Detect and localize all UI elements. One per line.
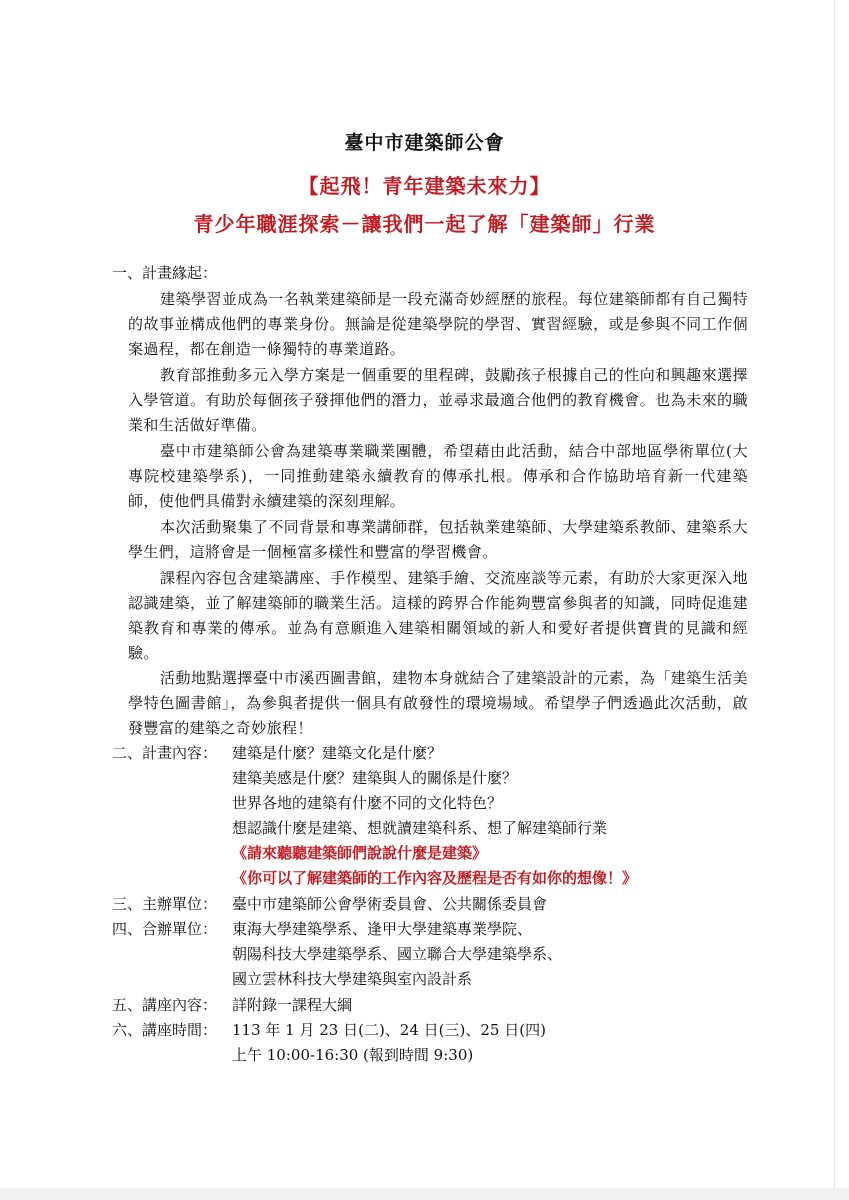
content-line-3: 世界各地的建築有什麼不同的文化特色？ xyxy=(232,794,503,812)
section-1-heading: 一、計畫緣起： xyxy=(112,264,218,282)
section-3-heading: 三、主辦單位： xyxy=(112,895,218,913)
section-5-heading: 五、講座內容： xyxy=(112,996,218,1014)
paragraph-5: 課程內容包含建築講座、手作模型、建築手繪、交流座談等元素，有助於大家更深入地認識建築，並了解建築師的職業生活。這樣的跨界合作能夠豐富參與者的知識，同時促進建築教育和專業的傳承。並為有意願進入建築相關領域的新人和愛好者提供寶貴的見識和經驗。 xyxy=(128,569,748,662)
section-4-heading: 四、合辦單位： xyxy=(112,920,218,938)
co-organizer-line-3: 國立雲林科技大學建築與室內設計系 xyxy=(232,970,473,988)
co-organizer-line-2: 朝陽科技大學建築學系、國立聯合大學建築學系、 xyxy=(232,945,563,963)
lecture-content-value: 詳附錄一課程大綱 xyxy=(232,996,353,1014)
event-title: 【起飛！青年建築未來力】 xyxy=(298,174,551,198)
section-6-heading: 六、講座時間： xyxy=(112,1021,218,1039)
content-line-1: 建築是什麼？建築文化是什麼？ xyxy=(232,744,443,762)
lecture-time-line: 上午 10:00-16:30 (報到時間 9:30) xyxy=(232,1046,474,1064)
paragraph-1: 建築學習並成為一名執業建築師是一段充滿奇妙經歷的旅程。每位建築師都有自己獨特的故事並構成他們的專業身份。無論是從建築學院的學習、實習經驗，或是參與不同工作個案過程，都在創造一條獨特的專業道路。 xyxy=(128,290,748,358)
content-line-2: 建築美感是什麼？建築與人的關係是什麼？ xyxy=(232,769,518,787)
co-organizer-line-1: 東海大學建築學系、逢甲大學建築專業學院、 xyxy=(232,920,533,938)
highlight-line-2: 《你可以了解建築師的工作內容及歷程是否有如你的想像！》 xyxy=(232,869,638,887)
section-2-heading: 二、計畫內容： xyxy=(112,744,218,762)
highlight-line-1: 《請來聽聽建築師們說說什麼是建築》 xyxy=(232,844,488,862)
event-subtitle: 青少年職涯探索－讓我們一起了解「建築師」行業 xyxy=(193,212,656,236)
organization-title: 臺中市建築師公會 xyxy=(344,132,505,154)
paragraph-6: 活動地點選擇臺中市溪西圖書館，建物本身就結合了建築設計的元素，為「建築生活美學特色圖書館」，為參與者提供一個具有啟發性的環境場域。希望學子們透過此次活動，啟發豐富的建築之奇妙旅程！ xyxy=(128,669,748,737)
paragraph-2: 教育部推動多元入學方案是一個重要的里程碑，鼓勵孩子根據自己的性向和興趣來選擇入學管道。有助於每個孩子發揮他們的潛力，並尋求最適合他們的教育機會。也為未來的職業和生活做好準備。 xyxy=(128,366,748,434)
lecture-date-line: 113 年 1 月 23 日(二)、24 日(三)、25 日(四) xyxy=(232,1021,546,1039)
organizer-value: 臺中市建築師公會學術委員會、公共關係委員會 xyxy=(232,895,548,913)
paragraph-3: 臺中市建築師公會為建築專業職業團體，希望藉由此活動，結合中部地區學術單位(大專院校建築學系)，一同推動建築永續教育的傳承扎根。傳承和合作協助培育新一代建築師，使他們具備對永續建築的深刻理解。 xyxy=(128,442,748,510)
content-line-4: 想認識什麼是建築、想就讀建築科系、想了解建築師行業 xyxy=(232,819,608,837)
paragraph-4: 本次活動聚集了不同背景和專業講師群，包括執業建築師、大學建築系教師、建築系大學生們，這將會是一個極富多樣性和豐富的學習機會。 xyxy=(128,518,748,561)
scan-bottom-edge xyxy=(0,1188,849,1200)
